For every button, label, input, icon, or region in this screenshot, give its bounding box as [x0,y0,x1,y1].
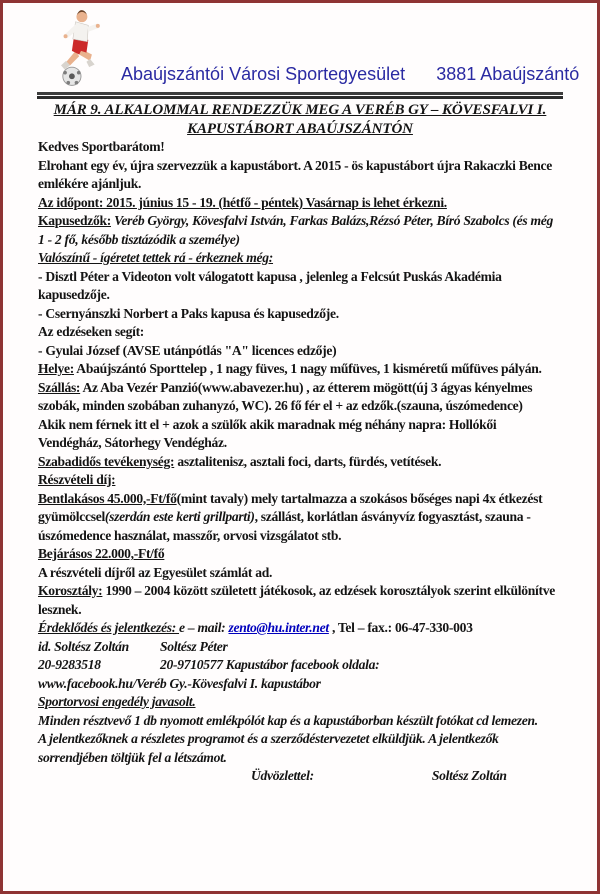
divider-rule [37,92,563,99]
org-line [121,64,579,85]
medical-note [38,693,562,712]
date-line [38,194,562,213]
soccer-player-icon [53,9,109,89]
org-name: Abaújszántói Városi Sportegyesület [121,64,406,84]
email-prefix: e – mail: [179,620,229,635]
age-paragraph [38,582,562,619]
camp-title [29,101,571,138]
contact-person-left: id. Soltész Zoltán [38,638,129,654]
lodging-text: Az Aba Vezér Panzió(www.abavezer.hu) , az étterem mögött(új 3 ágyas kényelmes szobák, minden szobában zuhanyzó, WC). 26 fő fér el + az edzők.(szauna, úszómedence) [38,379,533,413]
venue-paragraph [38,360,562,379]
org-postal-code: 3881 Abaújszántó [436,64,580,84]
likely-heading-text: Valószínű - ígéretet tettek rá - érkeznek még: [38,250,274,265]
daily-price: Bejárásos 22.000,-Ft/fő [38,546,165,561]
boarding-desc-1: (mint tavaly) mely tartalmazza a szokásos bőséges napi 4x étkezést gyümölccsel [38,490,543,524]
signature-name: Soltész Zoltán [431,768,507,783]
likely-heading [38,249,562,268]
contact-person-right: Soltész Péter [160,638,228,654]
lodging-paragraph [38,379,562,416]
contact-names-row [38,638,562,657]
camp-title-line1: MÁR 9. ALKALOMMAL RENDEZZÜK MEG A VERÉB GY – KÖVESFALVI I. [53,102,547,118]
contact-phone-right: 20-9710577 Kapustábor facebook oldala: [160,657,380,672]
boarding-desc-2: , szállást, korlátlan ásványvíz fogyasztást, szauna - úszómedence használat, masszőr, orvosi vizsgálatot stb. [38,509,531,543]
camp-title-line2: KAPUSTÁBORT ABAÚJSZÁNTÓN [187,120,413,137]
club-header [53,9,597,89]
coaches-names: Veréb György, Kövesfalvi István, Farkas Balázs,Rézsó Péter, Bíró Szabolcs (és még 1 - 2 fő, később tisztázódik a személye) [38,213,553,247]
invoice-line: A részvételi díjről az Egyesület számlát ad. [38,564,273,580]
contact-line [38,619,562,638]
fees-heading-text: Részvételi díj: [38,472,116,487]
contact-label: Érdeklődés és jelentkezés: [38,620,180,635]
closing-row [38,767,562,786]
program-note: A jelentkezőknek a részletes programot és a szerződéstervezetet elküldjük. A jelentkezők sorrendjében töltjük fel a létszámot. [38,731,499,765]
salutation: Üdvözlettel: [251,768,314,783]
venue-text: Abaújszántó Sporttelep , 1 nagy füves, 1 nagy műfüves, 1 kisméretű műfüves pályán. [73,361,542,376]
greeting: Kedves Sportbarátom! [38,139,165,154]
helpers-heading: Az edzéseken segít: [38,324,145,339]
contact-phones-row [38,656,562,675]
boarding-fee-paragraph [38,490,562,546]
age-label: Korosztály: [38,583,103,598]
letter-body [38,138,562,786]
helper-line: - Gyulai József (AVSE utánpótlás "A" licences edzője) [38,342,337,358]
email-link[interactable]: zento@hu.inter.net [228,620,329,635]
likely-coach-1: - Disztl Péter a Videoton volt válogatott kapusa , jelenleg a Felcsút Puskás Akadémia kapusedzője. [38,268,502,302]
facebook-url: www.facebook.hu/Veréb Gy.-Kövesfalvi I. kapustábor [38,675,321,691]
leisure-paragraph [38,453,562,472]
leisure-text: asztalitenisz, asztali foci, darts, fürdés, vetítések. [174,453,442,469]
boarding-price: Bentlakásos 45.000,-Ft/fő [38,490,177,506]
boarding-grill-note: (szerdán este kerti grillparti) [104,509,255,524]
lodging-overflow: Akik nem férnek itt el + azok a szülők akik maradnak még néhány napra: Hollókői Vendégház, Sátorhegy Vendégház. [38,416,497,450]
age-text: 1990 – 2004 között született játékosok, az edzések korosztályok szerint elkülönítve lesznek. [38,583,555,617]
tel-fax-text: , Tel – fax.: 06-47-330-003 [328,620,473,635]
daily-fee-line [38,545,562,564]
medical-note-text: Sportorvosi engedély javasolt. [38,694,196,709]
lodging-label: Szállás: [38,379,81,395]
contact-phone-left: 20-9283518 [38,657,101,672]
likely-coach-2: - Csernyánszki Norbert a Paks kapusa és kapusedzője. [38,305,339,321]
date-text: Az időpont: 2015. június 15 - 19. (hétfő - péntek) Vasárnap is lehet érkezni. [38,194,447,210]
venue-label: Helye: [38,361,74,376]
coaches-label: Kapusedzők: [38,213,111,228]
tshirt-note: Minden résztvevő 1 db nyomott emlékpólót kap és a kapustáborban készült fotókat cd lemezen. [38,712,538,728]
intro-paragraph: Elrohant egy év, újra szervezzük a kapustábort. A 2015 - ös kapustábort újra Rakaczki Bence emlékére ajánljuk. [38,157,552,191]
coaches-paragraph [38,212,562,249]
leisure-label: Szabadidős tevékenység: [38,453,175,469]
fees-heading [38,471,562,490]
